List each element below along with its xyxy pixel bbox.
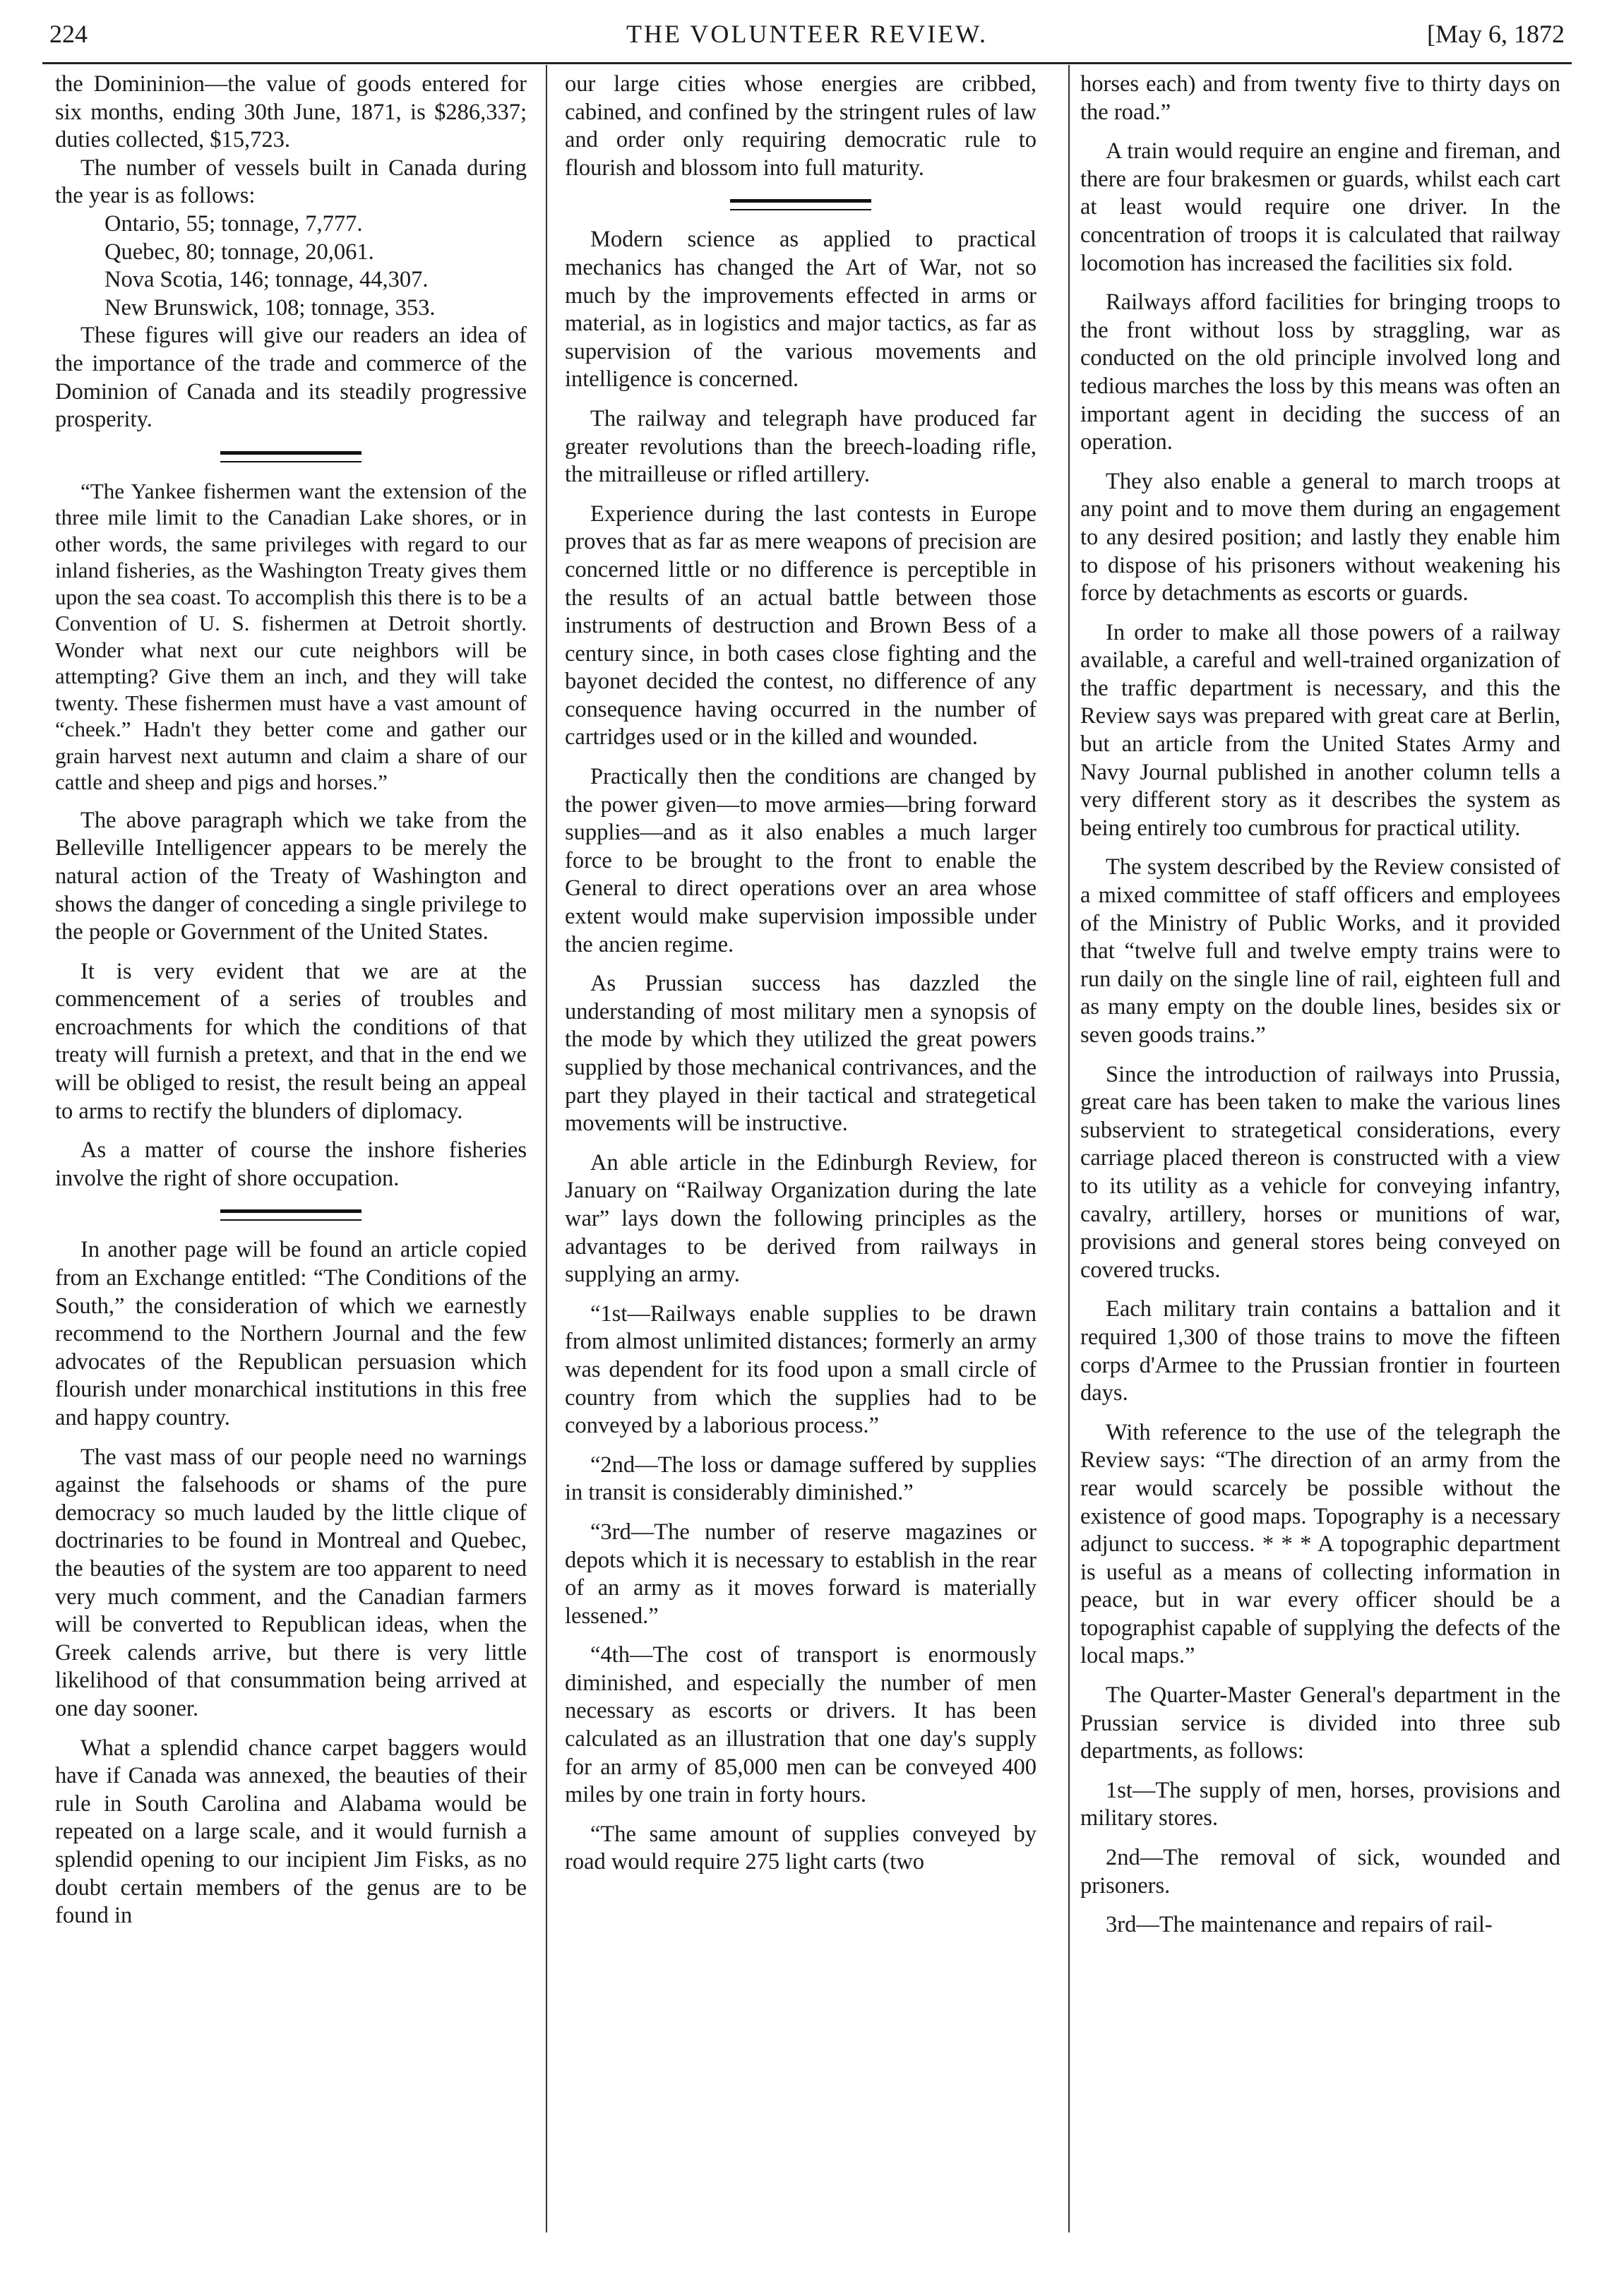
paragraph: The Quarter-Master General's department in the Prussian service is divided into three sub departments, as follows:: [1080, 1682, 1560, 1764]
paragraph: our large cities whose energies are cribbed, cabined, and confined by the stringent rules of law and order only requiring democratic rule to flourish and blossom into full maturity.: [565, 71, 1037, 181]
paragraph: With reference to the use of the telegraph the Review says: “The direction of an army from the rear would scarcely be possible without the existence of good maps. Topography is a necessary adjunct to success. * * * A topographic department is useful as a means of collecting information in peace, but in war every officer should be a topographist capable of supplying the defects of the local maps.”: [1080, 1419, 1560, 1669]
list-item: New Brunswick, 108; tonnage, 353.: [104, 294, 436, 321]
quoted-paragraph: “The same amount of supplies conveyed by road would require 275 light carts (two: [565, 1821, 1037, 1875]
paragraph: As a matter of course the inshore fisheries involve the right of shore occupation.: [55, 1137, 527, 1191]
quoted-paragraph: “4th—The cost of transport is enormously diminished, and especially the number of men necessary as escorts or drivers. It has been calculated as an illustration that one day's supply for an army of 85,000 men can be conveyed 400 miles by one train in forty hours.: [565, 1642, 1037, 1808]
paragraph: These figures will give our readers an idea of the importance of the trade and commerce of the Dominion of Canada and its steadily progressive prosperity.: [55, 323, 527, 433]
page-number: 224: [49, 20, 88, 48]
paragraph: In another page will be found an article copied from an Exchange entitled: “The Conditions of the South,” the consideration of which we earnestly recommend to the Northern Journal and the few advocates of the Republican persuasion which flourish under monarchical institutions in this free and happy country.: [55, 1237, 527, 1430]
paragraph: horses each) and from twenty five to thirty days on the road.”: [1080, 71, 1560, 125]
paragraph: They also enable a general to march troops at any point and to move them during an engagement to any desired position; and lastly they enable him to dispose of his prisoners without weakening his force by detachments as escorts or guards.: [1080, 468, 1560, 606]
list-item: Quebec, 80; tonnage, 20,061.: [104, 239, 374, 265]
column-divider: [1068, 65, 1070, 2232]
section-separator: [730, 199, 871, 210]
paragraph: Modern science as applied to practical mechanics has changed the Art of War, not so much by the improvements effected in arms or material, as in logistics and major tactics, as far as supervision of the various movements and intelligence is concerned.: [565, 227, 1037, 393]
paragraph: The vast mass of our people need no warnings against the falsehoods or shams of the pure democracy so much lauded by the little clique of doctrinaries to be found in Montreal and Quebec, the beauties of the system are too apparent to need very much comment, and the Canadian farmers will be converted to Republican ideas, when the Greek calends arrive, but there is very little likelihood of that consummation being arrived at one day sooner.: [55, 1444, 527, 1721]
column-1: [55, 71, 527, 2263]
section-separator: [220, 1209, 362, 1221]
paragraph: The above paragraph which we take from the Belleville Intelligencer appears to be merely the natural action of the Treaty of Washington and shows the danger of conceding a single privilege to the people or Government of the United States.: [55, 807, 527, 945]
paragraph: Experience during the last contests in Europe proves that as far as mere weapons of precision are concerned little or no difference is perceptible in the results of an actual battle between those instruments of destruction and Brown Bess of a century since, in both cases close fighting and the bayonet decided the contest, no difference of any consequence having occurred in the number of cartridges used or in the killed and wounded.: [565, 501, 1037, 751]
paragraph: In order to make all those powers of a railway available, a careful and well-trained organization of the traffic department is necessary, and this the Review says was prepared with great care at Berlin, but an article from the United States Army and Navy Journal published in another column tells a very different story as it describes the system as being entirely too cumbrous for practical utility.: [1080, 619, 1560, 841]
paragraph: An able article in the Edinburgh Review, for January on “Railway Organization during the late war” lays down the following principles as the advantages to be derived from railways in supplying an army.: [565, 1149, 1037, 1288]
column-3: [1080, 71, 1560, 2263]
publication-title: THE VOLUNTEER REVIEW.: [626, 20, 988, 48]
list-item: 2nd—The removal of sick, wounded and prisoners.: [1080, 1845, 1560, 1899]
paragraph: Each military train contains a battalion and it required 1,300 of those trains to move the fifteen corps d'Armee to the Prussian frontier in fourteen days.: [1080, 1296, 1560, 1406]
list-item: 3rd—The maintenance and repairs of rail-: [1106, 1912, 1493, 1938]
quoted-paragraph: “3rd—The number of reserve magazines or depots which it is necessary to establish in the rear of an army as it moves forward is materially lessened.”: [565, 1519, 1037, 1629]
paragraph: Since the introduction of railways into Prussia, great care has been taken to make the various lines subservient to strategetical considerations, every carriage placed thereon is constructed with a view to its utility as a vehicle for conveying infantry, cavalry, artillery, horses or munitions of war, provisions and general stores being conveyed on covered trucks.: [1080, 1061, 1560, 1283]
paragraph: It is very evident that we are at the commencement of a series of troubles and encroachments for which the conditions of that treaty will furnish a pretext, and that in the end we will be obliged to resist, the result being an appeal to arms to rectify the blunders of diplomacy.: [55, 958, 527, 1124]
list-item: Nova Scotia, 146; tonnage, 44,307.: [104, 267, 429, 293]
paragraph: A train would require an engine and fireman, and there are four brakesmen or guards, whilst each cart at least would require one driver. In the concentration of troops it is calculated that railway locomotion has increased the facilities six fold.: [1080, 138, 1560, 276]
paragraph: The system described by the Review consisted of a mixed committee of staff officers and employees of the Ministry of Public Works, and it provided that “twelve full and twelve empty trains were to run daily on the single line of rail, eighteen full and as many empty on the double lines, besides six or seven goods trains.”: [1080, 854, 1560, 1048]
paragraph: The number of vessels built in Canada during the year is as follows:: [55, 155, 527, 209]
header-rule: [42, 62, 1572, 64]
page-header: [42, 13, 1572, 55]
paragraph: the Domininion—the value of goods entered for six months, ending 30th June, 1871, is $286,337; duties collected, $15,723.: [55, 71, 527, 153]
issue-date: [May 6, 1872: [1427, 20, 1565, 48]
column-divider: [546, 65, 547, 2232]
paragraph: As Prussian success has dazzled the understanding of most military men a synopsis of the mode by which they utilized the great powers supplied by those mechanical contrivances, and the part they played in their tactical and strategetical movements will be instructive.: [565, 971, 1037, 1137]
paragraph: What a splendid chance carpet baggers would have if Canada was annexed, the beauties of their rule in South Carolina and Alabama would be repeated on a large scale, and it would furnish a splendid opening to our incipient Jim Fisks, as no doubt certain members of the genus are to be found in: [55, 1735, 527, 1929]
section-separator: [220, 451, 362, 462]
quoted-paragraph: “2nd—The loss or damage suffered by supplies in transit is considerably diminished.”: [565, 1452, 1037, 1506]
quoted-paragraph: “1st—Railways enable supplies to be drawn from almost unlimited distances; formerly an army was dependent for its food upon a small circle of country from which the supplies had to be conveyed by a laborious process.”: [565, 1301, 1037, 1439]
list-item: Ontario, 55; tonnage, 7,777.: [104, 210, 363, 237]
paragraph: Railways afford facilities for bringing troops to the front without loss by straggling, war as conducted on the old principle involved long and tedious marches the loss by this means was often an important agent in deciding the success of an operation.: [1080, 289, 1560, 455]
column-2: [565, 71, 1037, 2263]
list-item: 1st—The supply of men, horses, provisions and military stores.: [1080, 1777, 1560, 1831]
paragraph: The railway and telegraph have produced far greater revolutions than the breech-loading rifle, the mitrailleuse or rifled artillery.: [565, 405, 1037, 488]
quoted-paragraph: “The Yankee fishermen want the extension of the three mile limit to the Canadian Lake shores, or in other words, the same privileges with regard to our inland fisheries, as the Washington Treaty gives them upon the sea coast. To accomplish this there is to be a Convention of U. S. fishermen at Detroit shortly. Wonder what next our cute neighbors will be attempting? Give them an inch, and they will take twenty. These fishermen must have a vast amount of “cheek.” Hadn't they better come and gather our grain harvest next autumn and claim a share of our cattle and sheep and pigs and horses.”: [55, 478, 527, 795]
paragraph: Practically then the conditions are changed by the power given—to move armies—bring forward supplies—and as it also enables a much larger force to be brought to the front to enable the General to direct operations over an area whose extent would make supervision impossible under the ancien regime.: [565, 764, 1037, 957]
